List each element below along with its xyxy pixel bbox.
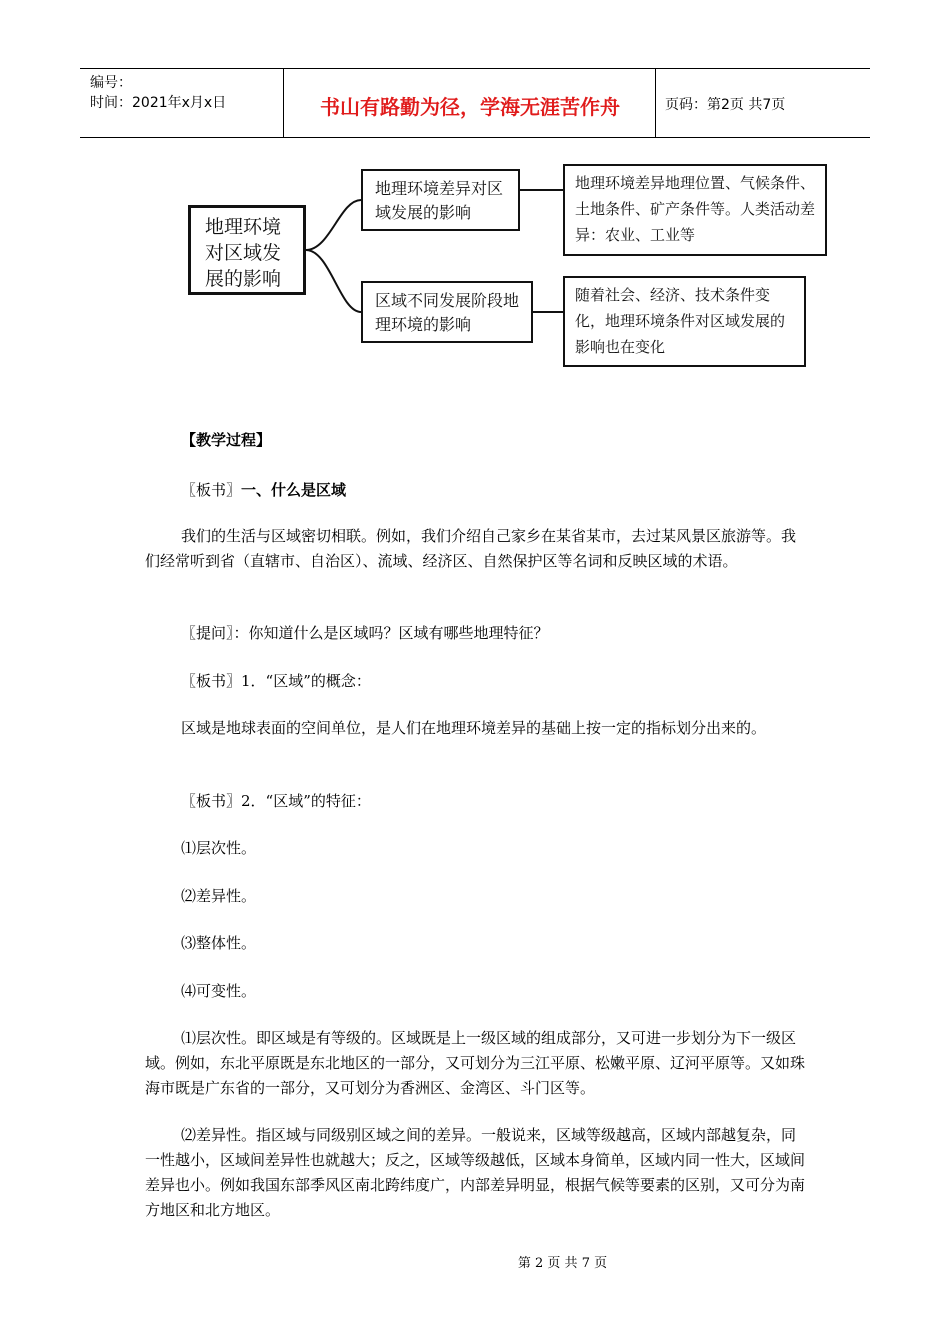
page-header <box>80 68 870 138</box>
header-motto: 书山有路勤为径，学海无涯苦作舟 <box>320 95 620 119</box>
diagram-main-node: 地理环境对区域发展的影响 <box>188 205 306 295</box>
feature-item: ⑶整体性。 <box>181 934 257 952</box>
page-footer <box>0 1252 950 1271</box>
feature-item: ⑴层次性。 <box>181 839 257 857</box>
intro-paragraph: 我们的生活与区域密切相联。例如，我们介绍自己家乡在某省某市，去过某风景区旅游等。我们经常听到省（直辖市、自治区）、流域、经济区、自然保护区等名词和反映区域的术语。 <box>145 527 797 570</box>
header-meta <box>90 73 226 113</box>
board-concept: 〖板书〗1．“区域”的概念： <box>181 672 371 690</box>
level-paragraph: ⑴层次性。即区域是有等级的。区域既是上一级区域的组成部分，又可进一步划分为下一级区域。例如，东北平原既是东北地区的一部分，又可划分为三江平原、松嫩平原、辽河平原等。又如珠海市既是广东省的一部分，又可划分为香洲区、金湾区、斗门区等。 <box>145 1029 806 1097</box>
difference-paragraph: ⑵差异性。指区域与同级别区域之间的差异。一般说来，区域等级越高，区域内部越复杂，同一性越小，区域间差异性也就越大；反之，区域等级越低，区域本身简单，区域内同一性大，区域间差异也小。例如我国东部季风区南北跨纬度广，内部差异明显，根据气候等要素的区别，又可分为南方地区和北方地区。 <box>145 1126 806 1219</box>
board-features: 〖板书〗2．“区域”的特征： <box>181 792 371 810</box>
number-label: 编号： <box>90 75 132 91</box>
board-prefix: 〖板书〗 <box>181 481 242 499</box>
section-title: 【教学过程】 <box>181 431 272 449</box>
board-heading <box>145 478 805 503</box>
footer-page-number: 第 2 页 共 7 页 <box>517 1256 608 1271</box>
time-label: 时间：2021年x月x日 <box>90 95 227 111</box>
header-divider <box>655 69 656 137</box>
definition-paragraph: 区域是地球表面的空间单位，是人们在地理环境差异的基础上按一定的指标划分出来的。 <box>181 719 767 737</box>
board-title: 一、什么是区域 <box>241 481 347 499</box>
diagram-branch-node: 地理环境差异对区域发展的影响 <box>361 169 520 231</box>
header-page-info: 页码：第2页 共7页 <box>665 97 786 113</box>
feature-item: ⑵差异性。 <box>181 887 257 905</box>
diagram-branch-node: 区域不同发展阶段地理环境的影响 <box>361 281 533 343</box>
header-divider <box>283 69 284 137</box>
question-paragraph: 〖提问〗：你知道什么是区域吗？区域有哪些地理特征？ <box>181 624 549 642</box>
concept-diagram <box>180 160 840 380</box>
diagram-detail-node: 随着社会、经济、技术条件变化，地理环境条件对区域发展的影响也在变化 <box>563 276 806 367</box>
feature-item: ⑷可变性。 <box>181 982 257 1000</box>
diagram-detail-node: 地理环境差异地理位置、气候条件、土地条件、矿产条件等。人类活动差异：农业、工业等 <box>563 164 827 256</box>
